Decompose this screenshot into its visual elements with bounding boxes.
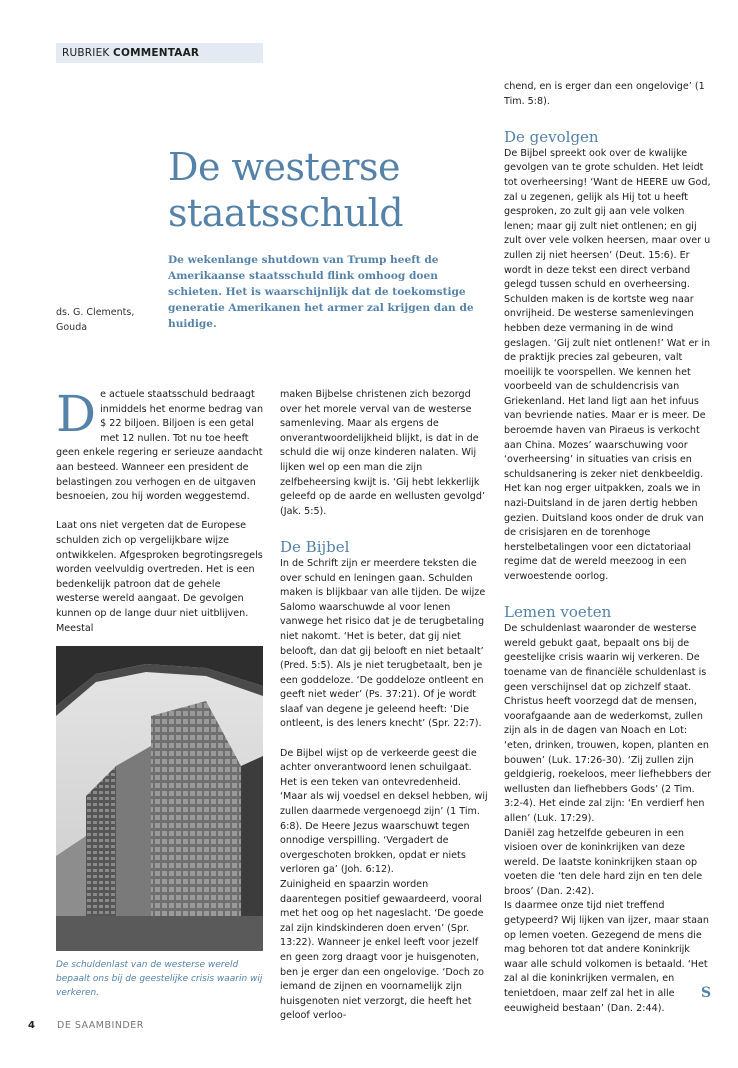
article-title: [168, 144, 403, 236]
section-label-prefix: RUBRIEK: [62, 47, 110, 59]
paragraph: Laat ons niet vergeten dat de Europese schulden zich op vergelijkbare wijze ontwikkelen. Afgesproken begrotingsregels worden veelvuldig overtreden. Het is een bedenkelijk patroon dat de gehele westerse wereld aangaat. De gevolgen kunnen op de lange duur niet uitblijven. Meestal: [56, 520, 263, 634]
author-name: ds. G. Clements,: [56, 307, 135, 318]
author-place: Gouda: [56, 322, 88, 333]
photo-caption: De schuldenlast van de westerse wereld bepaalt ons bij de geestelijke crisis waarin wij verkeren.: [56, 960, 263, 998]
text-column-2: [280, 388, 490, 1024]
section-label: [56, 43, 263, 63]
section-label-name: COMMENTAAR: [113, 47, 200, 59]
skyscraper-photo-icon: [56, 646, 263, 951]
end-mark-icon: S: [701, 985, 712, 1001]
paragraph: Daniël zag hetzelfde gebeuren in een visioen over de koninkrijken van deze wereld. De laatste koninkrijken staan op voeten die ‘ten dele hard zijn en ten dele broos’ (Dan. 2:42).: [504, 827, 703, 897]
article-lead: De wekenlange shutdown van Trump heeft de Amerikaanse staatsschuld flink omhoog doen schieten. Het is waarschijnlijk dat de toekomstige generatie Amerikanen het armer zal krijgen dan de huidige.: [168, 254, 474, 330]
paragraph: De schuldenlast waaronder de westerse wereld gebukt gaat, bepaalt ons bij de geestelijke crisis waarin wij verkeren. De toename van de financiële schuldenlast is geen verschijnsel dat op zichzelf staat. Christus heeft voorzegd dat de mensen, voorafgaande aan de wederkomst, zullen zijn als in de dagen van Noach en Lot: ‘eten, drinken, trouwen, kopen, planten en bouwen’ (Luk. 17:26-30). ‘Zij zullen zijn geldgierig, roekeloos, meer liefhebbers der wellusten dan liefhebbers Gods’ (2 Tim. 3:2-4). Het einde zal zijn: ‘En verdierf hen allen’ (Luk. 17:29).: [504, 623, 712, 824]
author-byline: [56, 305, 134, 335]
paragraph: maken Bijbelse christenen zich bezorgd over het morele verval van de westerse samenleving. Maar als ergens de onverantwoordelijkheid blijkt, is dat in de schuld die wij onze kinderen nalaten. Wij lijken wel op een man die zijn zelfbeheersing kwijt is. ‘Gij hebt lekkerlijk geleefd op de aarde en wellusten gevolgd’ (Jak. 5:5).: [280, 389, 486, 517]
paragraph: In de Schrift zijn er meerdere teksten die over schuld en leningen gaan. Schulden maken is blijkbaar van alle tijden. De wijze Salomo waarschuwde al voor lenen vanwege het risico dat je de terugbetaling niet nakomt. ‘Het is beter, dat gij niet belooft, dan dat gij belooft en niet betaalt’ (Pred. 5:5). Als je niet terugbetaalt, ben je een goddeloze. ‘De goddeloze ontleent en geeft niet weder’ (Ps. 37:21). Of je wordt slaaf van degene je geleend heeft: ‘Die ontleent, is des leners knecht’ (Spr. 22:7).: [280, 557, 486, 730]
article-title-line2: staatsschuld: [168, 191, 404, 235]
paragraph: chend, en is erger dan een ongelovige’ (1 Tim. 5:8).: [504, 81, 705, 107]
paragraph: e actuele staatsschuld bedraagt inmiddels het enorme bedrag van $ 22 biljoen. Biljoen is een getal met 12 nullen. Tot nu toe heeft geen enkele regering er serieuze aandacht aan besteed. Wanneer een president de belastingen zou verhogen en de uitgaven besnoeien, zou hij worden weggestemd.: [56, 389, 264, 503]
page-number: 4: [28, 1020, 35, 1031]
article-photo: [56, 646, 263, 951]
subheading-de-bijbel: De Bijbel: [280, 537, 350, 556]
paragraph: De Bijbel wijst op de verkeerde geest die achter onverantwoord lenen schuilgaat. Het is een teken van ontevredenheid. ‘Maar als wij voedsel en deksel hebben, wij zullen daarmede vergenoegd zijn’ (1 Tim. 6:8). De Heere Jezus waarschuwt tegen onnodige verspilling. ‘Vergadert de overgeschoten brokken, opdat er niets verloren ga’ (Joh. 6:12).: [280, 747, 488, 876]
magazine-name: DE SAAMBINDER: [57, 1020, 144, 1031]
subheading-lemen-voeten: Lemen voeten: [504, 603, 612, 622]
paragraph: Is daarmee onze tijd niet treffend getypeerd? Wij lijken van ijzer, maar staan op lemen voeten. Gezegend de mens die mag behoren tot dat andere Koninkrijk waar alle schuld volkomen is betaald. ‘Het zal al die koninkrijken vermalen, en tenietdoen, maar zelf zal het in alle eeuwigheid bestaan’ (Dan. 2:44).: [504, 900, 709, 1014]
paragraph: Zuinigheid en spaarzin worden daarentegen positief gewaardeerd, vooral met het oog op het nageslacht. ‘De goede zal zijn kindskinderen doen erven’ (Spr. 13:22). Wanneer je enkel leeft voor jezelf en geen zorg draagt voor je huisgenoten, ben je erger dan een ongelovige. ‘Doch zo iemand de zijnen en voornamelijk zijn huisgenoten niet verzorgt, die heeft het geloof verloo-: [280, 879, 484, 1022]
article-title-line1: De westerse: [168, 145, 400, 189]
text-column-1: [56, 385, 266, 636]
paragraph: De Bijbel spreekt ook over de kwalijke gevolgen van te grote schulden. Het leidt tot overheersing! ‘Want de HEERE uw God, zal u zegenen, gelijk als Hij tot u heeft gesproken, zo zult gij aan vele volken lenen; maar gij zult niet ontlenen; en gij zult over vele volken heersen, maar over u zullen zij niet heersen’ (Deut. 15:6). Er wordt in deze tekst een direct verband gelegd tussen schuld en overheersing. Schulden maken is de kortste weg naar onvrijheid. De westerse samenlevingen hebben deze vermaning in de wind geslagen. ‘Gij zult niet ontlenen!’ Wat er in de praktijk precies zal gebeuren, valt moeilijk te voorspellen. We kennen het voorbeeld van de schuldencrisis van Griekenland. Het land ligt aan het infuus van bevriende naties. Maar er is meer. De beroemde haven van Piraeus is verkocht aan China. Mozes’ waarschuwing voor ‘overheersing’ in situaties van crisis en schuldsanering is zeker niet denkbeeldig. Het kan nog erger uitpakken, zoals we in nazi-Duitsland in de jaren dertig hebben gezien. Duitsland koos onder de druk van de crisisjaren en de torenhoge herstelbetalingen voor een dictatoriaal regime dat de wereld meezoog in een verwoestende oorlog.: [504, 147, 711, 582]
subheading-de-gevolgen: De gevolgen: [504, 127, 599, 146]
text-column-3: [504, 80, 716, 1016]
drop-cap: D: [56, 385, 97, 443]
